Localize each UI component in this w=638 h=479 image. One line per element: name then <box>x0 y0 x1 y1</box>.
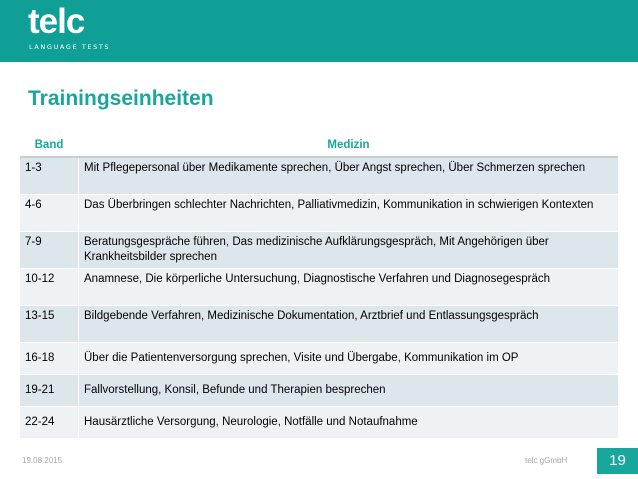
table-row <box>20 269 618 306</box>
column-header-band: Band <box>20 134 79 157</box>
page-title: Trainingseinheiten <box>28 87 214 110</box>
training-table <box>20 134 618 439</box>
band-cell: 16-18 <box>20 343 79 375</box>
table-row <box>20 195 618 232</box>
page-number: 19 <box>597 448 638 474</box>
topic-cell: Hausärztliche Versorgung, Neurologie, Notfälle und Notaufnahme <box>79 407 619 439</box>
column-header-medizin: Medizin <box>79 134 619 157</box>
topic-cell: Anamnese, Die körperliche Untersuchung, Diagnostische Verfahren und Diagnosegespräch <box>79 269 619 306</box>
band-cell: 13-15 <box>20 306 79 343</box>
footer <box>0 452 638 479</box>
logo-subtitle: LANGUAGE TESTS <box>29 43 111 51</box>
telc-logo <box>28 2 110 51</box>
topic-cell: Über die Patientenversorgung sprechen, Visite und Übergabe, Kommunikation im OP <box>79 343 619 375</box>
footer-date: 19.08.2015 <box>22 456 63 465</box>
header-bar <box>0 0 638 62</box>
band-cell: 1-3 <box>20 157 79 195</box>
topic-cell: Mit Pflegepersonal über Medikamente sprechen, Über Angst sprechen, Über Schmerzen sprechen <box>79 157 619 195</box>
table-header-row <box>20 134 618 157</box>
band-cell: 4-6 <box>20 195 79 232</box>
table-row <box>20 306 618 343</box>
footer-organization: telc gGmbH <box>525 456 568 465</box>
topic-cell: Beratungsgespräche führen, Das medizinische Aufklärungsgespräch, Mit Angehörigen über Krankheitsbilder sprechen <box>79 232 619 269</box>
table-row <box>20 343 618 375</box>
table-row <box>20 407 618 439</box>
band-cell: 10-12 <box>20 269 79 306</box>
logo-word: telc <box>28 2 85 41</box>
table-row <box>20 375 618 407</box>
band-cell: 22-24 <box>20 407 79 439</box>
topic-cell: Bildgebende Verfahren, Medizinische Dokumentation, Arztbrief und Entlassungsgespräch <box>79 306 619 343</box>
band-cell: 7-9 <box>20 232 79 269</box>
table-row <box>20 157 618 195</box>
band-cell: 19-21 <box>20 375 79 407</box>
table-row <box>20 232 618 269</box>
topic-cell: Das Überbringen schlechter Nachrichten, Palliativmedizin, Kommunikation in schwierigen Kontexten <box>79 195 619 232</box>
topic-cell: Fallvorstellung, Konsil, Befunde und Therapien besprechen <box>79 375 619 407</box>
